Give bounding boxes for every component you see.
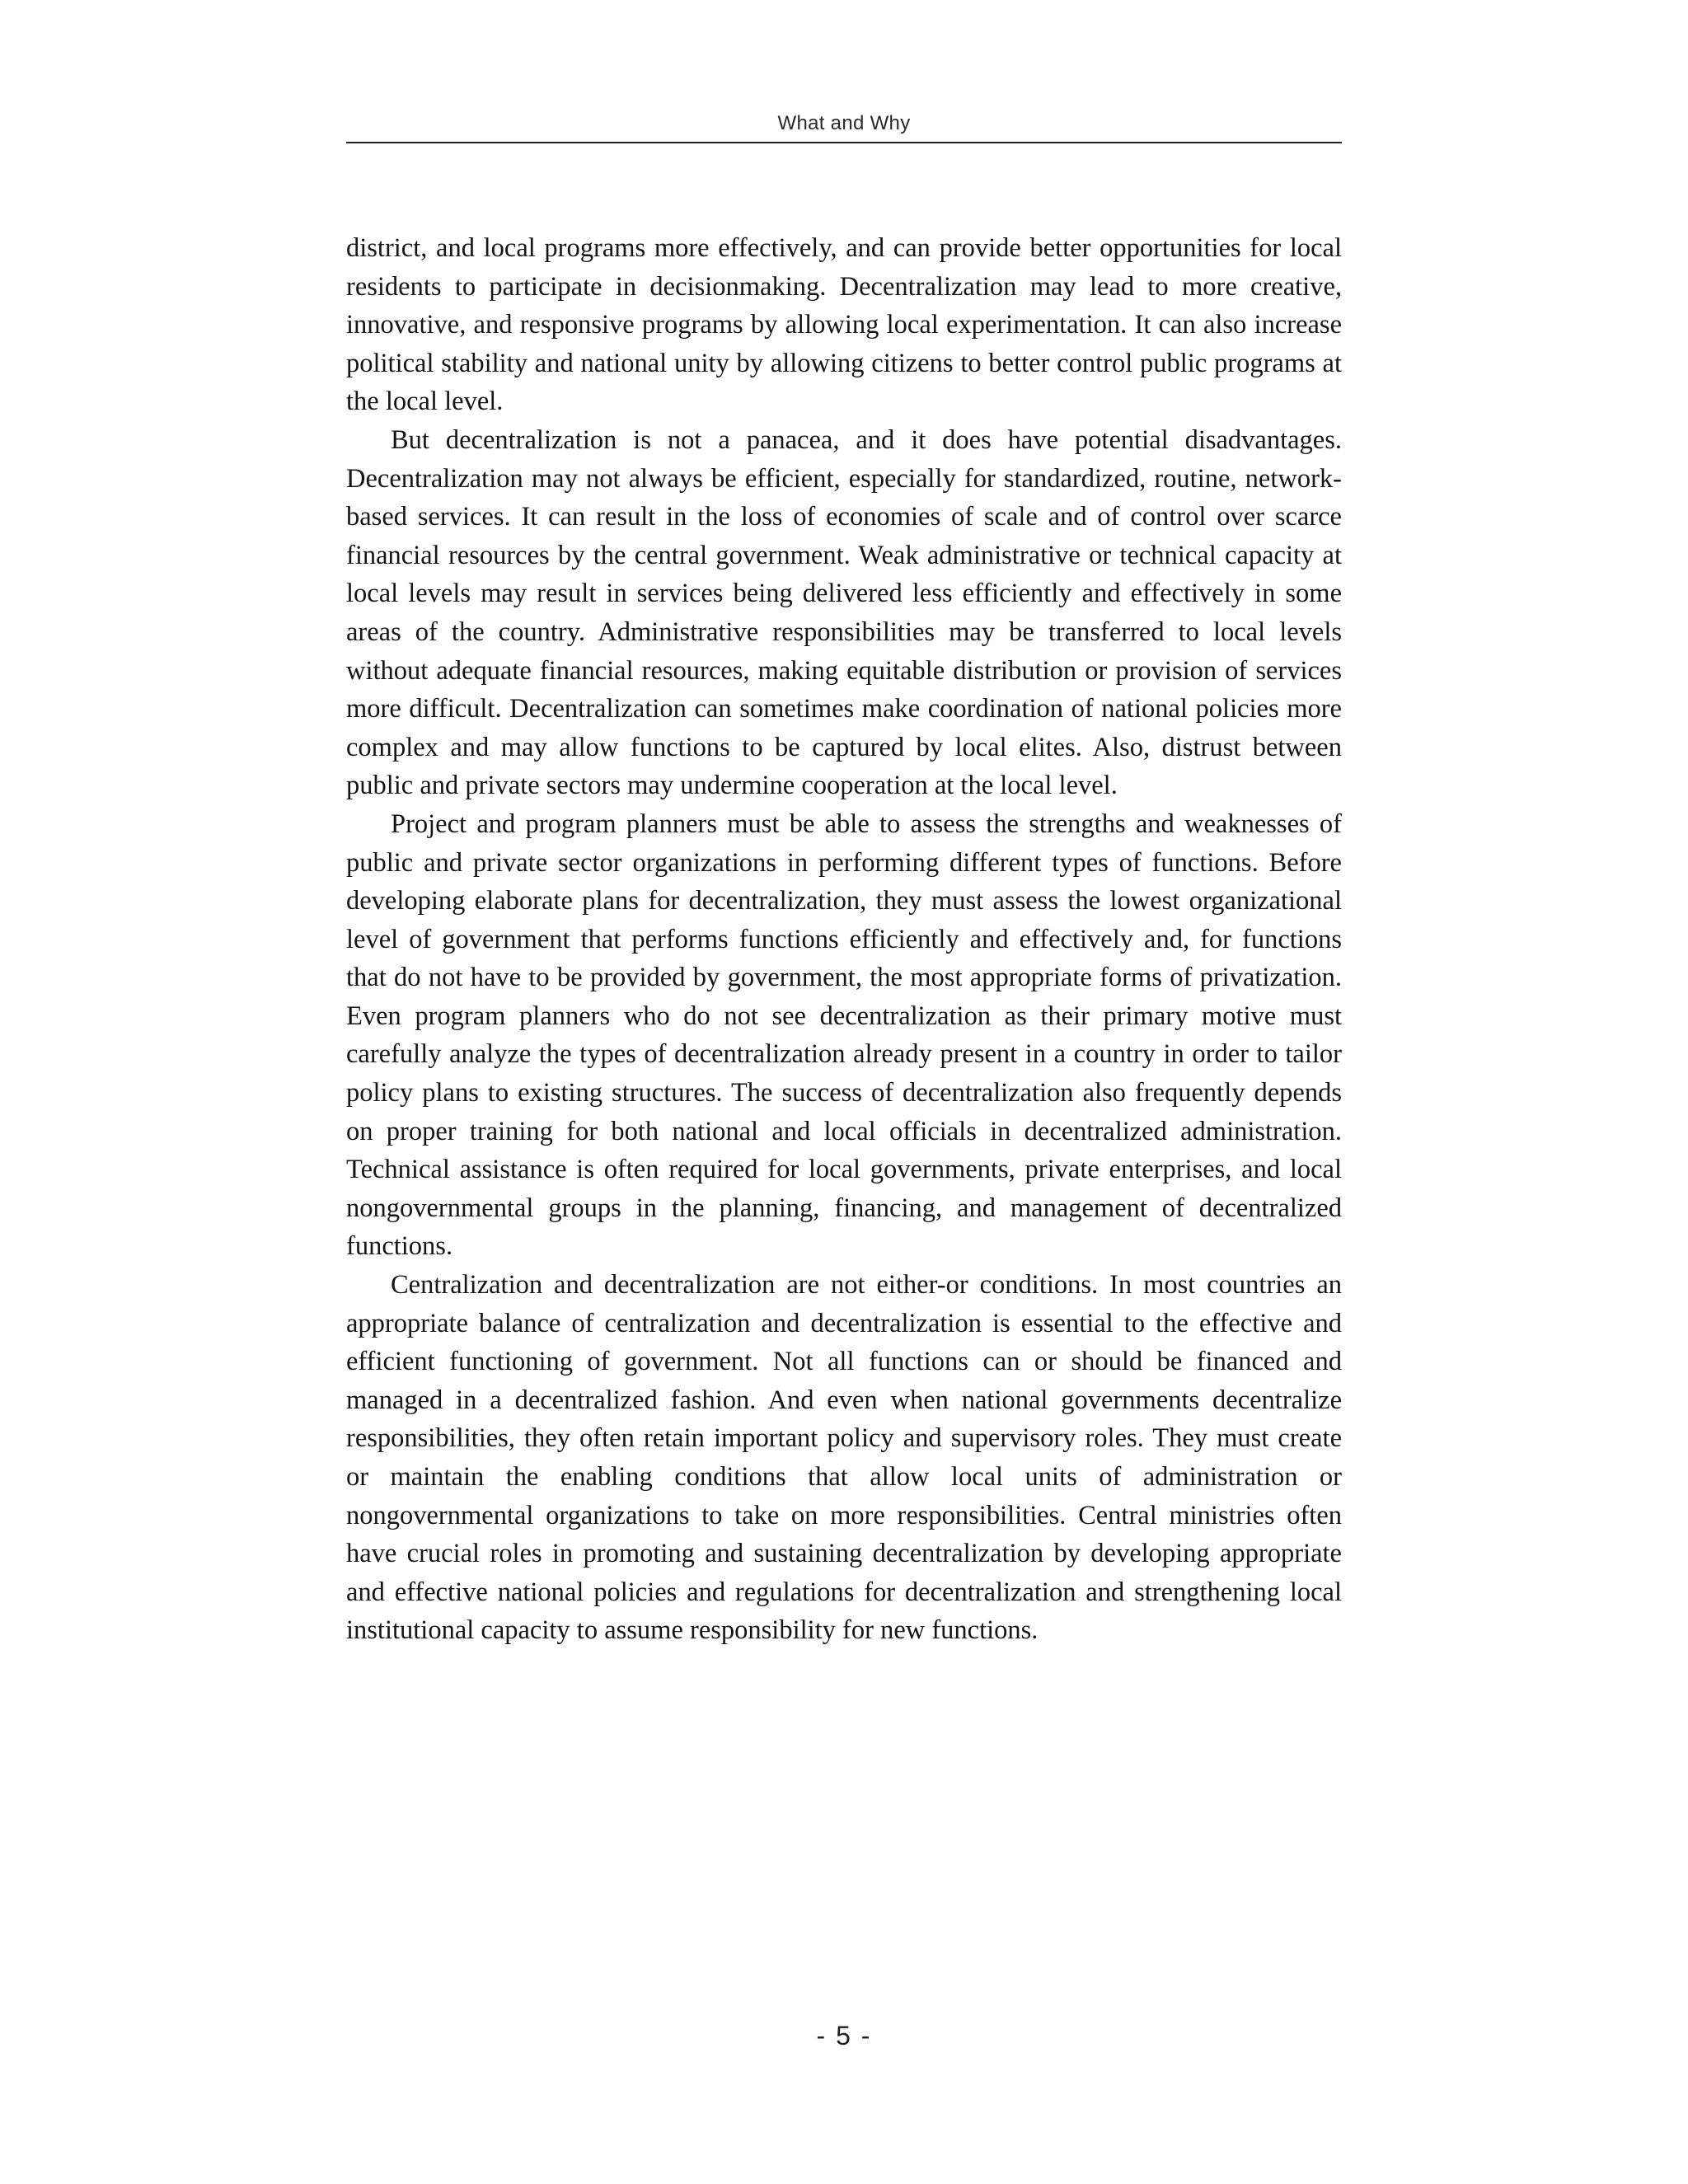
paragraph-planners: Project and program planners must be able to assess the strengths and weaknesses of public and private sector organizations in performing different types of functions. Before developing elaborate plans for decentralization, they must assess the lowest organizational level of government that performs functions efficiently and effectively and, for functions that do not have to be provided by government, the most appropriate forms of privatization. Even program planners who do not see decentralization as their primary motive must carefully analyze the types of decentralization already present in a country in order to tailor policy plans to existing structures. The success of decentralization also frequently depends on proper training for both national and local officials in decentralized administration. Technical assistance is often required for local governments, private enterprises, and local nongovernmental groups in the planning, financing, and management of decentralized functions. <box>346 808 1342 1262</box>
paragraph-disadvantages: But decentralization is not a panacea, and it does have potential disadvantages. Decentralization may not always be efficient, especially for standardized, routine, network-based services. It can result in the loss of economies of scale and of control over scarce financial resources by the central government. Weak administrative or technical capacity at local levels may result in services being delivered less efficiently and effectively in some areas of the country. Administrative responsibilities may be transferred to local levels without adequate financial resources, making equitable distribution or provision of services more difficult. Decentralization can sometimes make coordination of national policies more complex and may allow functions to be captured by local elites. Also, distrust between public and private sectors may undermine cooperation at the local level. <box>346 424 1342 801</box>
paragraph-continued: district, and local programs more effectively, and can provide better opportunities for local residents to participate in decisionmaking. Decentralization may lead to more creative, innovative, and responsive programs by allowing local experimentation. It can also increase political stability and national unity by allowing citizens to better control public programs at the local level. <box>346 233 1342 417</box>
header-rule <box>346 142 1342 143</box>
page-number: - 5 - <box>816 2021 872 2050</box>
paragraph-balance: Centralization and decentralization are not either-or conditions. In most countries an appropriate balance of centralization and decentralization is essential to the effective and efficient functioning of government. Not all functions can or should be financed and managed in a decentralized fashion. And even when national governments decentralize responsibilities, they often retain important policy and supervisory roles. They must create or maintain the enabling conditions that allow local units of administration or nongovernmental organizations to take on more responsibilities. Central ministries often have crucial roles in promoting and sustaining decentralization by developing appropriate and effective national policies and regulations for decentralization and strengthening local institutional capacity to assume responsibility for new functions. <box>346 1270 1342 1646</box>
body-text <box>346 229 1342 1650</box>
running-header: What and Why <box>777 112 911 134</box>
